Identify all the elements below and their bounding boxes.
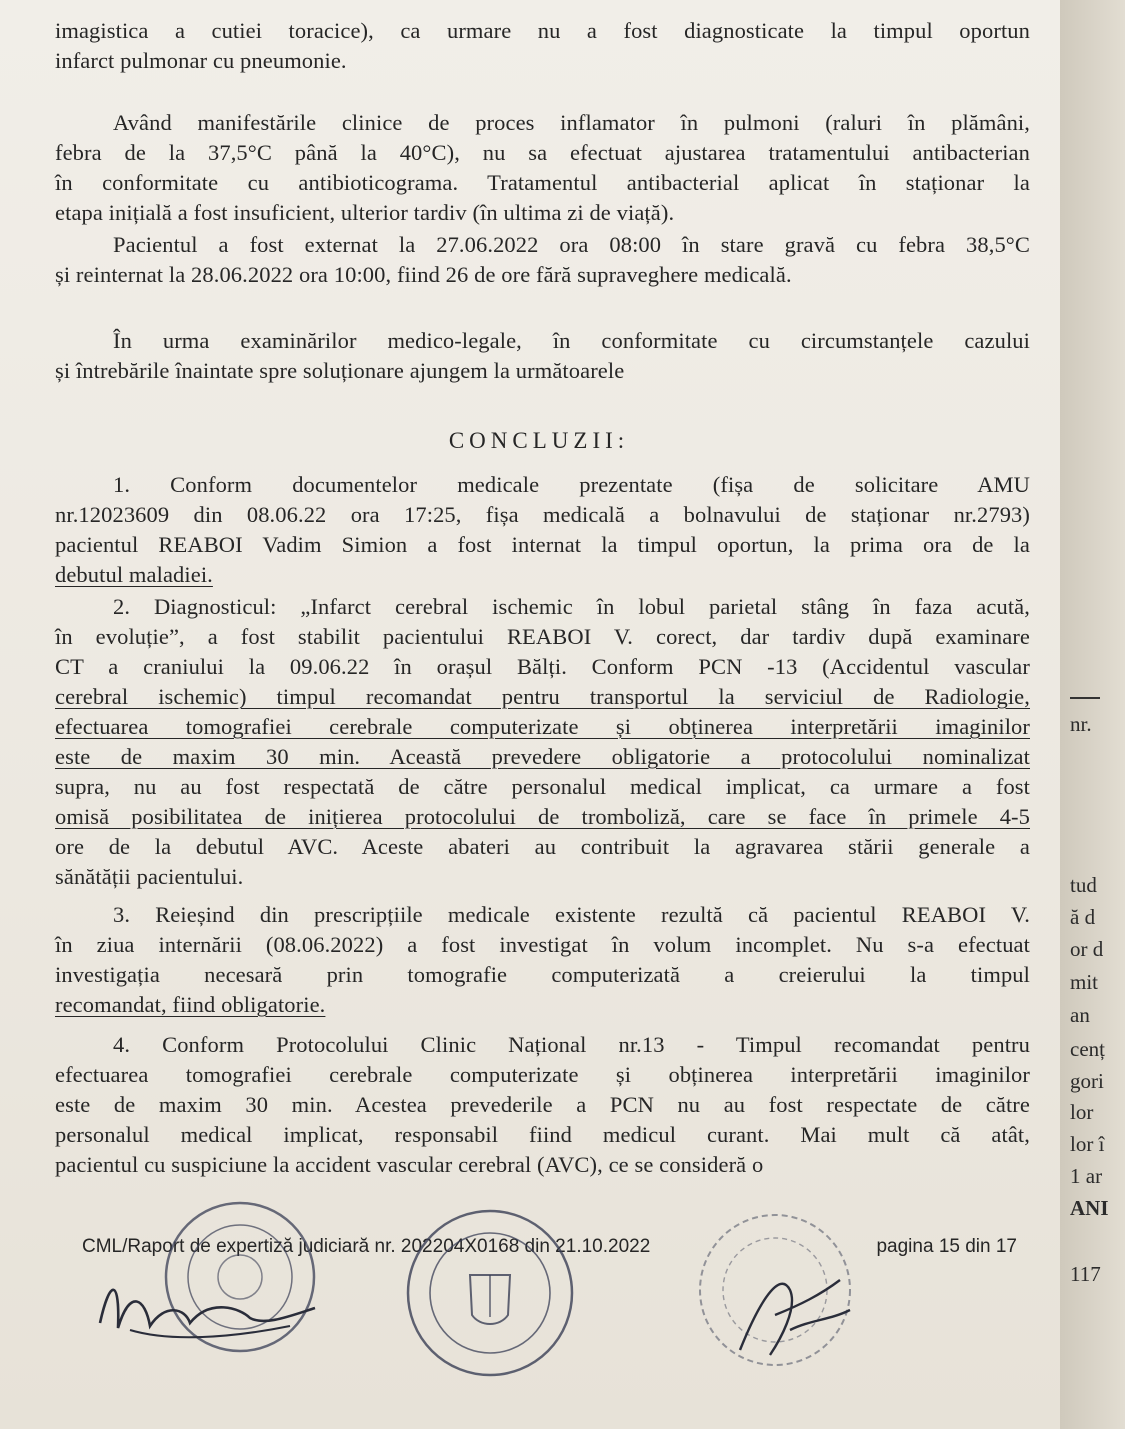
signature-right-icon bbox=[720, 1260, 860, 1370]
text-line: 1. Conform documentelor medicale prezentate (fișa de solicitare AMU bbox=[113, 472, 1030, 497]
text-line: recomandat, fiind obligatorie. bbox=[55, 992, 326, 1017]
side-text-fragment: lor î bbox=[1070, 1132, 1105, 1156]
center-stamp-icon bbox=[400, 1205, 580, 1380]
text-line: cerebral ischemic) timpul recomandat pentru transportul la serviciul de Radiologie, bbox=[55, 684, 1030, 709]
text-line: febra de la 37,5°C până la 40°C), nu sa efectuat ajustarea tratamentului antibacterian bbox=[55, 140, 1030, 165]
side-text-fragment: gori bbox=[1070, 1069, 1104, 1093]
side-text-fragment: cenț bbox=[1070, 1037, 1105, 1061]
side-text-fragment: 117 bbox=[1070, 1262, 1101, 1286]
text-line: 4. Conform Protocolului Clinic Național nr.13 - Timpul recomandat pentru bbox=[113, 1032, 1030, 1057]
text-line: etapa inițială a fost insuficient, ulterior tardiv (în ultima zi de viață). bbox=[55, 200, 675, 225]
text-line: ore de la debutul AVC. Aceste abateri au contribuit la agravarea stării generale a bbox=[55, 834, 1030, 859]
text-line: Având manifestările clinice de proces inflamator în pulmoni (raluri în plămâni, bbox=[113, 110, 1030, 135]
side-text-fragment: ANI bbox=[1070, 1196, 1109, 1220]
text-line: CT a craniului la 09.06.22 în orașul Bălți. Conform PCN -13 (Accidentul vascular bbox=[55, 654, 1030, 679]
text-line: în ziua internării (08.06.2022) a fost investigat în volum incomplet. Nu s-a efectuat bbox=[55, 932, 1030, 957]
text-line: infarct pulmonar cu pneumonie. bbox=[55, 48, 347, 73]
paragraph-1 bbox=[55, 108, 1030, 228]
paragraph-3 bbox=[55, 326, 1030, 386]
side-text-fragment: or d bbox=[1070, 937, 1104, 961]
side-text-fragment: mit bbox=[1070, 970, 1099, 994]
text-line: și reinternat la 28.06.2022 ora 10:00, fiind 26 de ore fără supraveghere medicală. bbox=[55, 262, 792, 287]
text-line: nr.12023609 din 08.06.22 ora 17:25, fișa medicală a bolnavului de staționar nr.2793) bbox=[55, 502, 1030, 527]
paragraph-2 bbox=[55, 230, 1030, 290]
conclusion-1 bbox=[55, 470, 1030, 590]
text-line: este de maxim 30 min. Acestea prevederile a PCN nu au fost respectate de către bbox=[55, 1092, 1030, 1117]
text-line: investigația necesară prin tomografie computerizată a creierului la timpul bbox=[55, 962, 1030, 987]
conclusion-4 bbox=[55, 1030, 1030, 1180]
side-text-fragment: nr. bbox=[1070, 712, 1092, 736]
text-line: pacientul REABOI Vadim Simion a fost internat la timpul oportun, la prima ora de la bbox=[55, 532, 1030, 557]
text-line: efectuarea tomografiei cerebrale computerizate și obținerea interpretării imaginilor bbox=[55, 1062, 1030, 1087]
text-line: efectuarea tomografiei cerebrale computerizate și obținerea interpretării imaginilor bbox=[55, 714, 1030, 739]
conclusion-3 bbox=[55, 900, 1030, 1020]
side-text-fragment: 1 ar bbox=[1070, 1164, 1103, 1188]
text-line: și întrebările înaintate spre soluționare ajungem la următoarele bbox=[55, 358, 625, 383]
text-line: 3. Reieșind din prescripțiile medicale existente rezultă că pacientul REABOI V. bbox=[113, 902, 1030, 927]
text-line: supra, nu au fost respectată de către personalul medical implicat, ca urmare a fost bbox=[55, 774, 1030, 799]
text-line: 2. Diagnosticul: „Infarct cerebral ischemic în lobul parietal stâng în faza acută, bbox=[113, 594, 1030, 619]
paragraph-0 bbox=[55, 16, 1030, 76]
text-line: sănătății pacientului. bbox=[55, 864, 244, 889]
text-line: pacientul cu suspiciune la accident vascular cerebral (AVC), ce se consideră o bbox=[55, 1152, 764, 1177]
text-line: debutul maladiei. bbox=[55, 562, 213, 587]
text-line: personalul medical implicat, responsabil fiind medicul curant. Mai mult că atât, bbox=[55, 1122, 1030, 1147]
page-number: pagina 15 din 17 bbox=[876, 1236, 1017, 1257]
signature-left-icon bbox=[90, 1268, 330, 1348]
text-line: în conformitate cu antibioticograma. Tratamentul antibacterial aplicat în staționar la bbox=[55, 170, 1030, 195]
side-text-fragment: lor bbox=[1070, 1100, 1094, 1124]
text-line: imagistica a cutiei toracice), ca urmare nu a fost diagnosticate la timpul oportun bbox=[55, 18, 1030, 43]
conclusion-2 bbox=[55, 592, 1030, 892]
section-heading: CONCLUZII: bbox=[448, 428, 630, 453]
text-line: este de maxim 30 min. Această prevedere obligatorie a protocolului nominalizat bbox=[55, 744, 1030, 769]
text-line: în evoluție”, a fost stabilit pacientului REABOI V. corect, dar tardiv după examinare bbox=[55, 624, 1030, 649]
side-text-fragment: ă d bbox=[1070, 905, 1096, 929]
side-text-fragment: an bbox=[1070, 1003, 1090, 1027]
report-reference: CML/Raport de expertiză judiciară nr. 202204X0168 din 21.10.2022 bbox=[82, 1236, 651, 1257]
text-line: omisă posibilitatea de inițierea protocolului de tromboliză, care se face în primele 4-5 bbox=[55, 804, 1030, 829]
text-line: În urma examinărilor medico-legale, în conformitate cu circumstanțele cazului bbox=[113, 328, 1030, 353]
text-line: Pacientul a fost externat la 27.06.2022 ora 08:00 în stare gravă cu febra 38,5°C bbox=[113, 232, 1030, 257]
side-text-fragment: tud bbox=[1070, 873, 1097, 897]
